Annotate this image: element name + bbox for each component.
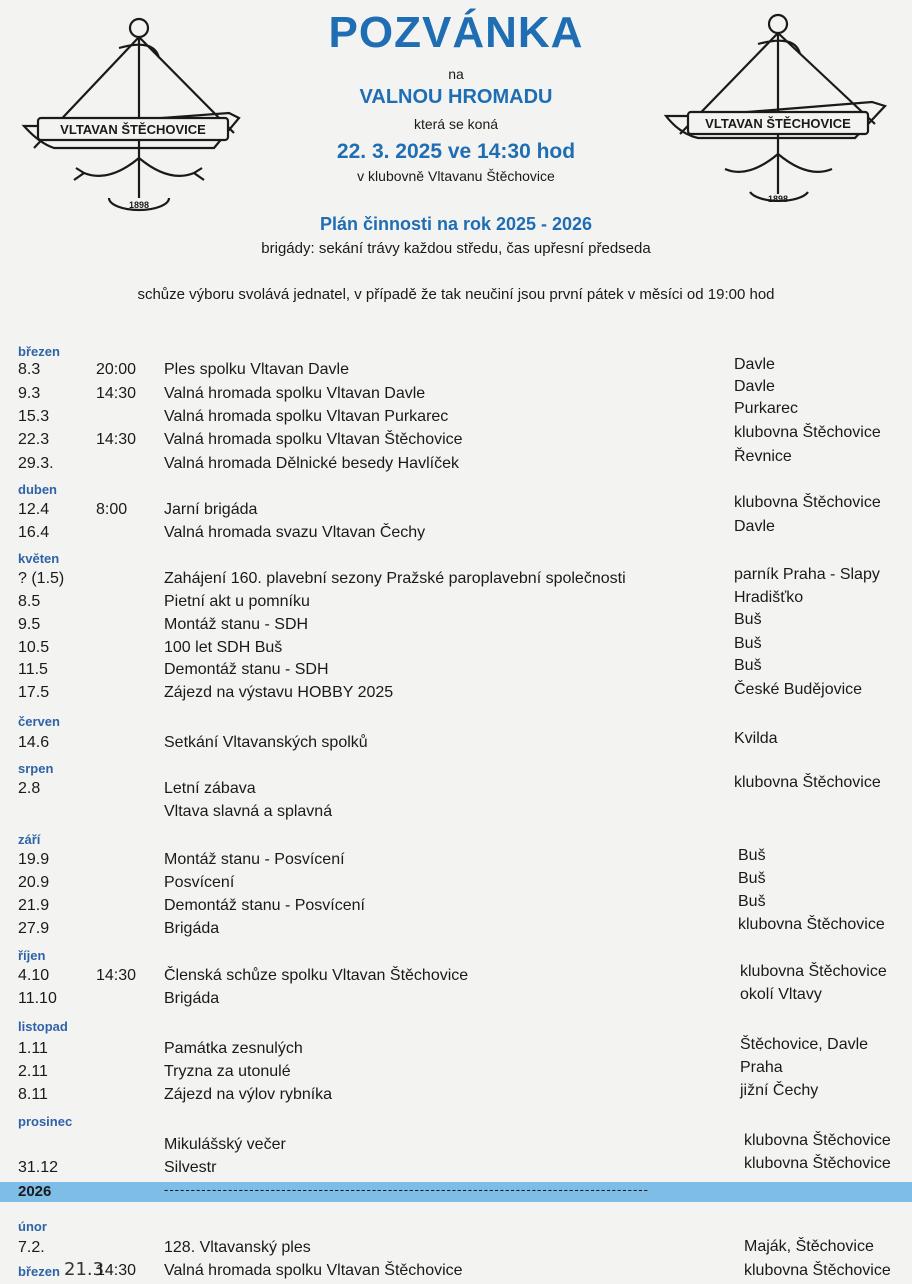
row-event: Tryzna za utonulé [164, 1063, 291, 1080]
row-date: 9.5 [18, 616, 41, 633]
table-row [0, 589, 912, 615]
table-row [0, 870, 912, 896]
row-date: 8.11 [18, 1086, 48, 1103]
row-event: Členská schůze spolku Vltavan Štěchovice [164, 967, 469, 984]
row-date: 20.9 [18, 874, 50, 891]
invitation-ktera: která se koná [413, 116, 499, 132]
row-location: klubovna Štěchovice [734, 774, 881, 791]
row-location: Buš [734, 635, 762, 652]
row-event: Zájezd na výstavu HOBBY 2025 [164, 684, 394, 701]
row-location: Hradišťko [734, 589, 804, 606]
row-event: Památka zesnulých [164, 1040, 303, 1057]
row-location: Davle [734, 356, 775, 373]
row-date: 10.5 [18, 639, 50, 656]
row-date: 1.11 [18, 1040, 48, 1057]
month-heading: únor [18, 1219, 47, 1234]
logo-left-year: 1898 [128, 200, 150, 210]
row-event: Ples spolku Vltavan Davle [164, 361, 349, 378]
row-date: 2.11 [18, 1063, 48, 1080]
row-location: Praha [740, 1059, 783, 1076]
row-event: Silvestr [164, 1159, 217, 1176]
logo-right-year: 1898 [767, 194, 789, 204]
row-event: Pietní akt u pomníku [164, 593, 310, 610]
row-date: 16.4 [18, 524, 50, 541]
table-row [0, 1239, 912, 1261]
row-location: Davle [734, 378, 775, 395]
row-location: Purkarec [734, 400, 799, 417]
month-heading: srpen [18, 761, 54, 776]
row-event: Zájezd na výlov rybníka [164, 1086, 333, 1103]
table-row [0, 847, 912, 873]
schuze-note: schůze výboru svolává jednatel, v případě že tak neučiní jsou první pátek v měsíci od 19:00 hod [137, 286, 775, 303]
row-location: jižní Čechy [740, 1082, 819, 1099]
row-location: Buš [734, 657, 762, 674]
logo-left-name: VLTAVAN ŠTĚCHOVICE [60, 122, 206, 137]
row-time: 14:30 [96, 1262, 137, 1279]
row-location: Kvilda [734, 730, 778, 747]
row-date: 17.5 [18, 684, 50, 701]
row-date: 21.3 [64, 1259, 105, 1280]
row-event: Letní zábava [164, 780, 256, 797]
row-date: 31.12 [18, 1159, 59, 1176]
row-event: Vltava slavná a splavná [164, 803, 333, 820]
row-date: 15.3 [18, 408, 50, 425]
row-location: klubovna Štěchovice [744, 1155, 891, 1172]
row-location: klubovna Štěchovice [744, 1132, 891, 1149]
row-event: Montáž stanu - SDH [164, 616, 309, 633]
row-location: klubovna Štěchovice [740, 963, 887, 980]
row-location: klubovna Štěchovice [738, 916, 885, 933]
row-date: 11.10 [18, 990, 57, 1007]
year-bar-2026 [0, 1182, 912, 1202]
table-row [0, 635, 912, 661]
table-row [0, 356, 912, 383]
row-date: 8.5 [18, 593, 41, 610]
row-location: okolí Vltavy [740, 986, 822, 1003]
row-location: Buš [738, 847, 766, 864]
month-heading: květen [18, 551, 60, 566]
table-row [0, 774, 912, 802]
invitation-title: POZVÁNKA [328, 8, 584, 57]
row-event: Valná hromada Dělnické besedy Havlíček [164, 455, 459, 472]
month-heading: listopad [18, 1019, 68, 1034]
row-date: 2.8 [18, 780, 41, 797]
row-date: 19.9 [18, 851, 50, 868]
row-event: Brigáda [164, 920, 220, 937]
year-dashes: ------------------------------------------------------------------------------------------- [164, 1182, 649, 1197]
table-row [0, 1155, 912, 1181]
brigady-note: brigády: sekání trávy každou středu, čas upřesní předseda [261, 240, 651, 257]
row-event: Valná hromada spolku Vltavan Purkarec [164, 408, 449, 425]
row-location: parník Praha - Slapy [734, 566, 880, 583]
month-heading: prosinec [18, 1114, 73, 1129]
row-location: klubovna Štěchovice [744, 1262, 891, 1279]
row-event: Zahájení 160. plavební sezony Pražské paroplavební společnosti [164, 570, 626, 587]
row-time: 8:00 [96, 501, 128, 518]
row-location: Štěchovice, Davle [740, 1036, 869, 1053]
row-date: 4.10 [18, 967, 50, 984]
row-location: Řevnice [734, 448, 792, 465]
table-row [0, 611, 912, 638]
row-date: 14.6 [18, 734, 50, 751]
row-time: 20:00 [96, 361, 137, 378]
invitation-event: VALNOU HROMADU [359, 86, 553, 108]
table-row [0, 448, 912, 477]
row-date: 29.3. [18, 455, 54, 472]
row-date: 8.3 [18, 361, 41, 378]
row-event: Jarní brigáda [164, 501, 258, 518]
table-row [0, 916, 912, 942]
table-row [0, 803, 912, 825]
row-time: 14:30 [96, 431, 137, 448]
row-location: klubovna Štěchovice [734, 424, 881, 441]
logo-right-name: VLTAVAN ŠTĚCHOVICE [705, 116, 851, 131]
table-row [0, 657, 912, 683]
row-date: 12.4 [18, 501, 50, 518]
row-date: ? (1.5) [18, 570, 65, 587]
row-location: klubovna Štěchovice [734, 494, 881, 511]
row-event: Valná hromada spolku Vltavan Štěchovice [164, 1262, 463, 1279]
row-location: České Budějovice [734, 681, 863, 698]
row-event: Valná hromada spolku Vltavan Davle [164, 385, 426, 402]
row-date: 21.9 [18, 897, 50, 914]
row-date: 27.9 [18, 920, 50, 937]
row-location: Buš [738, 870, 766, 887]
month-heading: červen [18, 714, 60, 729]
row-event: Valná hromada svazu Vltavan Čechy [164, 524, 426, 541]
invitation-datetime: 22. 3. 2025 ve 14:30 hod [336, 140, 576, 163]
month-heading: duben [18, 482, 57, 497]
row-location: Buš [734, 611, 762, 628]
row-location: Buš [738, 893, 766, 910]
row-date: 7.2. [18, 1239, 45, 1256]
month-heading: březen [18, 344, 60, 359]
invitation-na: na [448, 66, 464, 82]
table-row [0, 1082, 912, 1108]
month-heading: září [18, 832, 41, 847]
month-heading: březen [18, 1264, 60, 1279]
table-row [0, 730, 912, 756]
invitation-place: v klubovně Vltavanu Štěchovice [357, 168, 555, 184]
row-location: Davle [734, 518, 775, 535]
row-event: Setkání Vltavanských spolků [164, 734, 368, 751]
table-row [0, 1259, 912, 1284]
row-event: 100 let SDH Buš [164, 639, 283, 656]
row-date: 9.3 [18, 385, 41, 402]
row-date: 22.3 [18, 431, 50, 448]
row-event: Mikulášský večer [164, 1136, 286, 1153]
table-row [0, 681, 912, 706]
row-date: 11.5 [18, 661, 48, 678]
table-row [0, 518, 912, 546]
row-event: Montáž stanu - Posvícení [164, 851, 345, 868]
row-event: Demontáž stanu - Posvícení [164, 897, 365, 914]
table-row [0, 986, 912, 1012]
row-time: 14:30 [96, 967, 137, 984]
row-location: Maják, Štěchovice [744, 1238, 874, 1255]
row-event: Posvícení [164, 874, 235, 891]
plan-title: Plán činnosti na rok 2025 - 2026 [319, 214, 593, 234]
row-event: Demontáž stanu - SDH [164, 661, 329, 678]
table-row [0, 494, 912, 523]
row-event: 128. Vltavanský ples [164, 1239, 311, 1256]
row-time: 14:30 [96, 385, 137, 402]
month-heading: říjen [18, 948, 46, 963]
year-label: 2026 [18, 1183, 52, 1200]
row-event: Valná hromada spolku Vltavan Štěchovice [164, 431, 463, 448]
row-event: Brigáda [164, 990, 220, 1007]
